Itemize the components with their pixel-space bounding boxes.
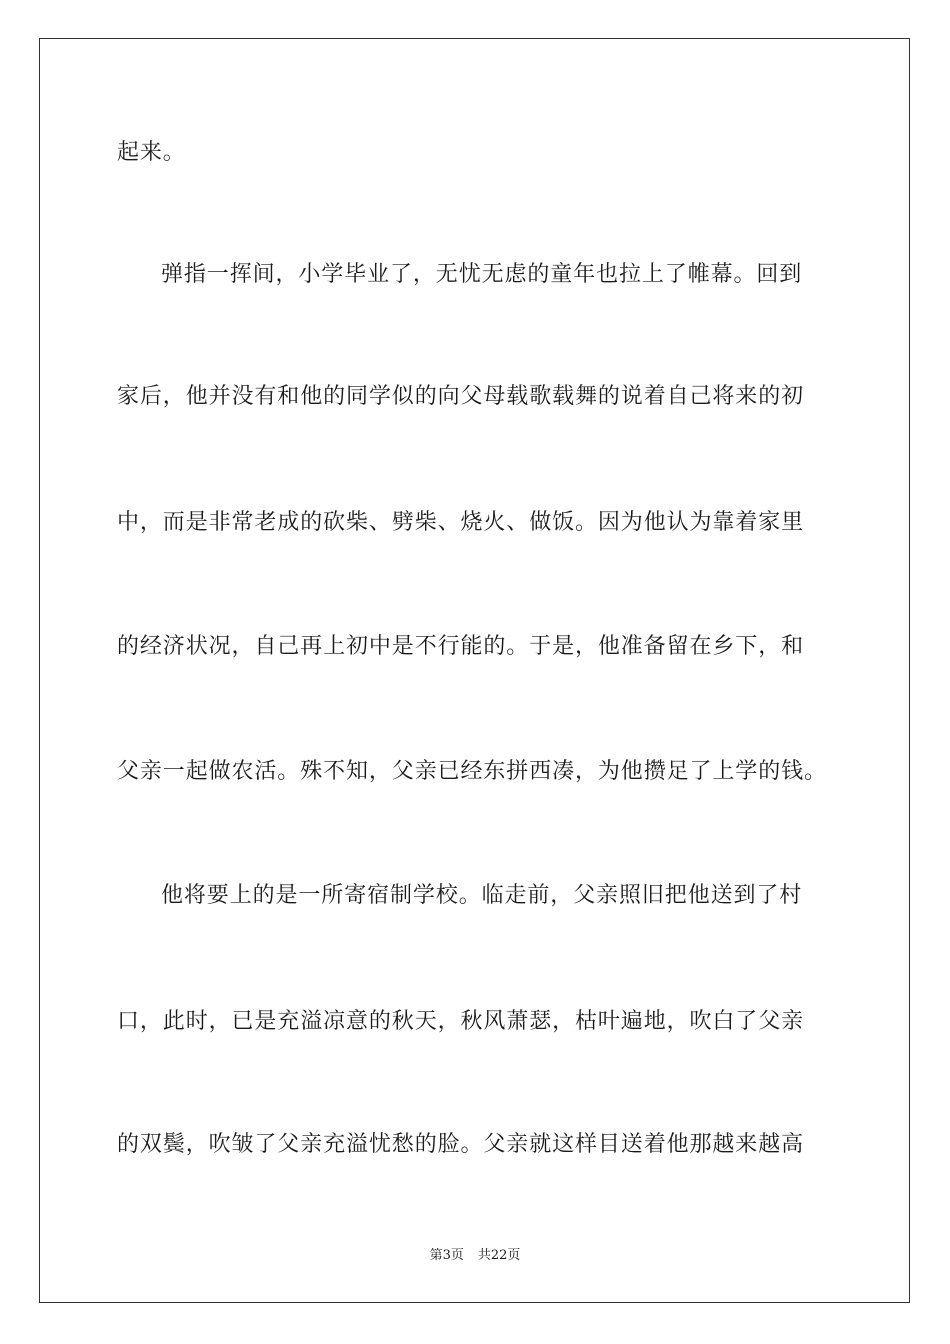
page-number: 第3页 [429,1248,464,1263]
text-line-2: 弹指一挥间，小学毕业了，无忧无虑的童年也拉上了帷幕。回到 [161,262,803,287]
text-line-4: 中，而是非常老成的砍柴、劈柴、烧火、做饭。因为他认为靠着家里 [117,510,805,535]
page-footer [0,1247,950,1265]
page-border [39,38,910,1303]
text-line-6: 父亲一起做农活。殊不知，父亲已经东拼西凑，为他攒足了上学的钱。 [117,759,827,784]
text-line-1: 起来。 [117,140,186,165]
text-line-8: 口，此时，已是充溢凉意的秋天，秋风萧瑟，枯叶遍地，吹白了父亲 [117,1009,805,1034]
text-line-3: 家后，他并没有和他的同学似的向父母载歌载舞的说着自己将来的初 [117,384,805,409]
total-pages: 共22页 [477,1248,521,1263]
text-line-9: 的双鬓，吹皱了父亲充溢忧愁的脸。父亲就这样目送着他那越来越高 [117,1132,805,1157]
text-line-7: 他将要上的是一所寄宿制学校。临走前，父亲照旧把他送到了村 [161,883,803,908]
text-line-5: 的经济状况，自己再上初中是不行能的。于是，他准备留在乡下，和 [117,634,805,659]
